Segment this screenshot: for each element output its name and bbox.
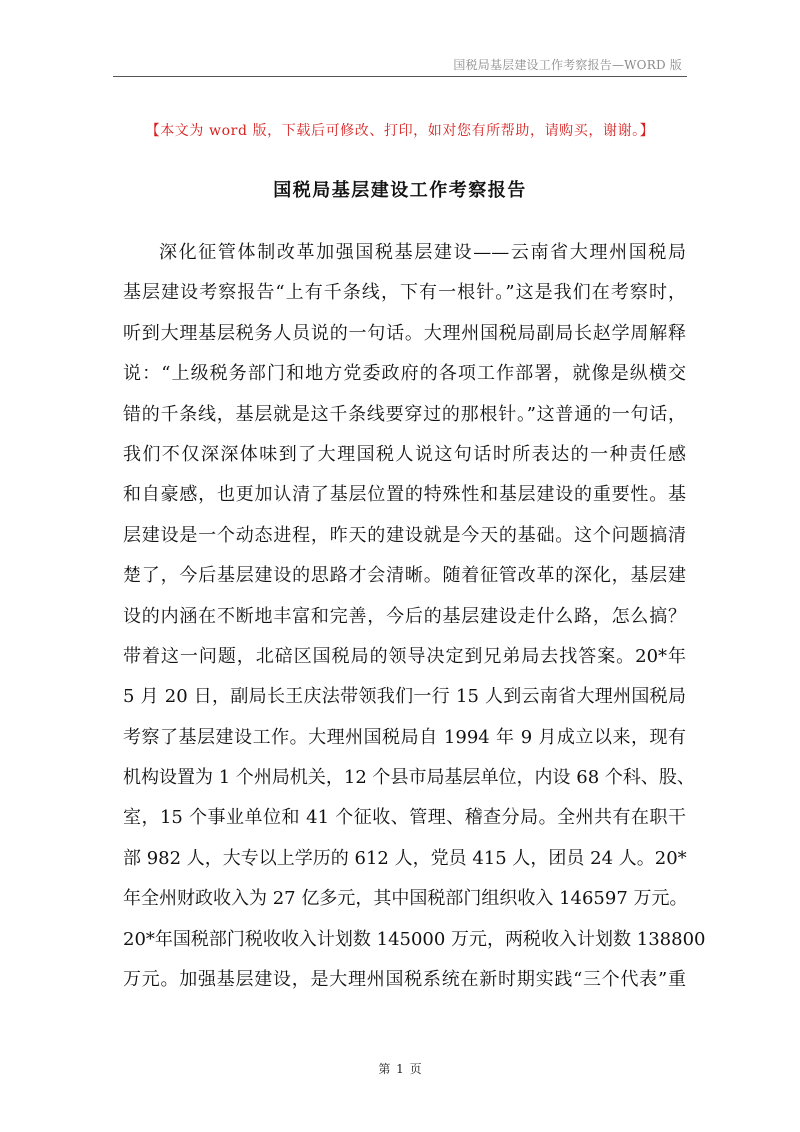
paragraph-line: 机构设置为 1 个州局机关，12 个县市局基层单位，内设 68 个科、股、 [123, 767, 695, 789]
paragraph-line: 年全州财政收入为 27 亿多元，其中国税部门组织收入 146597 万元。 [123, 888, 688, 910]
paragraph-line: 楚了，今后基层建设的思路才会清晰。随着征管改革的深化，基层建 [123, 565, 686, 587]
paragraph-line: 部 982 人，大专以上学历的 612 人，党员 415 人，团员 24 人。20* [123, 847, 687, 869]
page-number: 第 1 页 [378, 1062, 422, 1076]
paragraph-line: 说：“上级税务部门和地方党委政府的各项工作部署，就像是纵横交 [123, 363, 686, 385]
header-title: 国税局基层建设工作考察报告—WORD 版 [453, 58, 682, 72]
header-divider [113, 76, 687, 77]
paragraph-line: 设的内涵在不断地丰富和完善，今后的基层建设走什么路，怎么搞？ [123, 605, 686, 627]
paragraph-line: 室，15 个事业单位和 41 个征收、管理、稽查分局。全州共有在职干 [123, 807, 686, 829]
paragraph-line: 20*年国税部门税收收入计划数 145000 万元，两税收入计划数 138800 [123, 928, 706, 950]
paragraph-line: 层建设是一个动态进程，昨天的建设就是今天的基础。这个问题搞清 [123, 524, 686, 546]
paragraph-line: 带着这一问题，北碚区国税局的领导决定到兄弟局去找答案。20*年 [123, 645, 686, 667]
paragraph-line: 和自豪感，也更加认清了基层位置的特殊性和基层建设的重要性。基 [123, 484, 686, 506]
paragraph-line: 万元。加强基层建设，是大理州国税系统在新时期实践“三个代表”重 [123, 969, 686, 991]
page-header [0, 0, 800, 80]
paragraph-line: 考察了基层建设工作。大理州国税局自 1994 年 9 月成立以来，现有 [123, 726, 686, 748]
paragraph-line: 基层建设考察报告“上有千条线，下有一根针。”这是我们在考察时， [123, 282, 686, 304]
paragraph-line: 深化征管体制改革加强国税基层建设——云南省大理州国税局 [159, 242, 686, 263]
paragraph-line: 我们不仅深深体味到了大理国税人说这句话时所表达的一种责任感 [123, 443, 686, 465]
paragraph-line: 听到大理基层税务人员说的一句话。大理州国税局副局长赵学周解释 [123, 322, 686, 344]
download-notice: 【本文为 word 版，下载后可修改、打印，如对您有所帮助，请购买，谢谢。】 [145, 123, 655, 139]
document-title: 国税局基层建设工作考察报告 [273, 180, 527, 201]
paragraph-line: 5 月 20 日，副局长王庆法带领我们一行 15 人到云南省大理州国税局 [123, 686, 686, 708]
document-body [123, 233, 706, 1000]
paragraph-line: 错的千条线，基层就是这千条线要穿过的那根针。”这普通的一句话， [123, 403, 686, 425]
